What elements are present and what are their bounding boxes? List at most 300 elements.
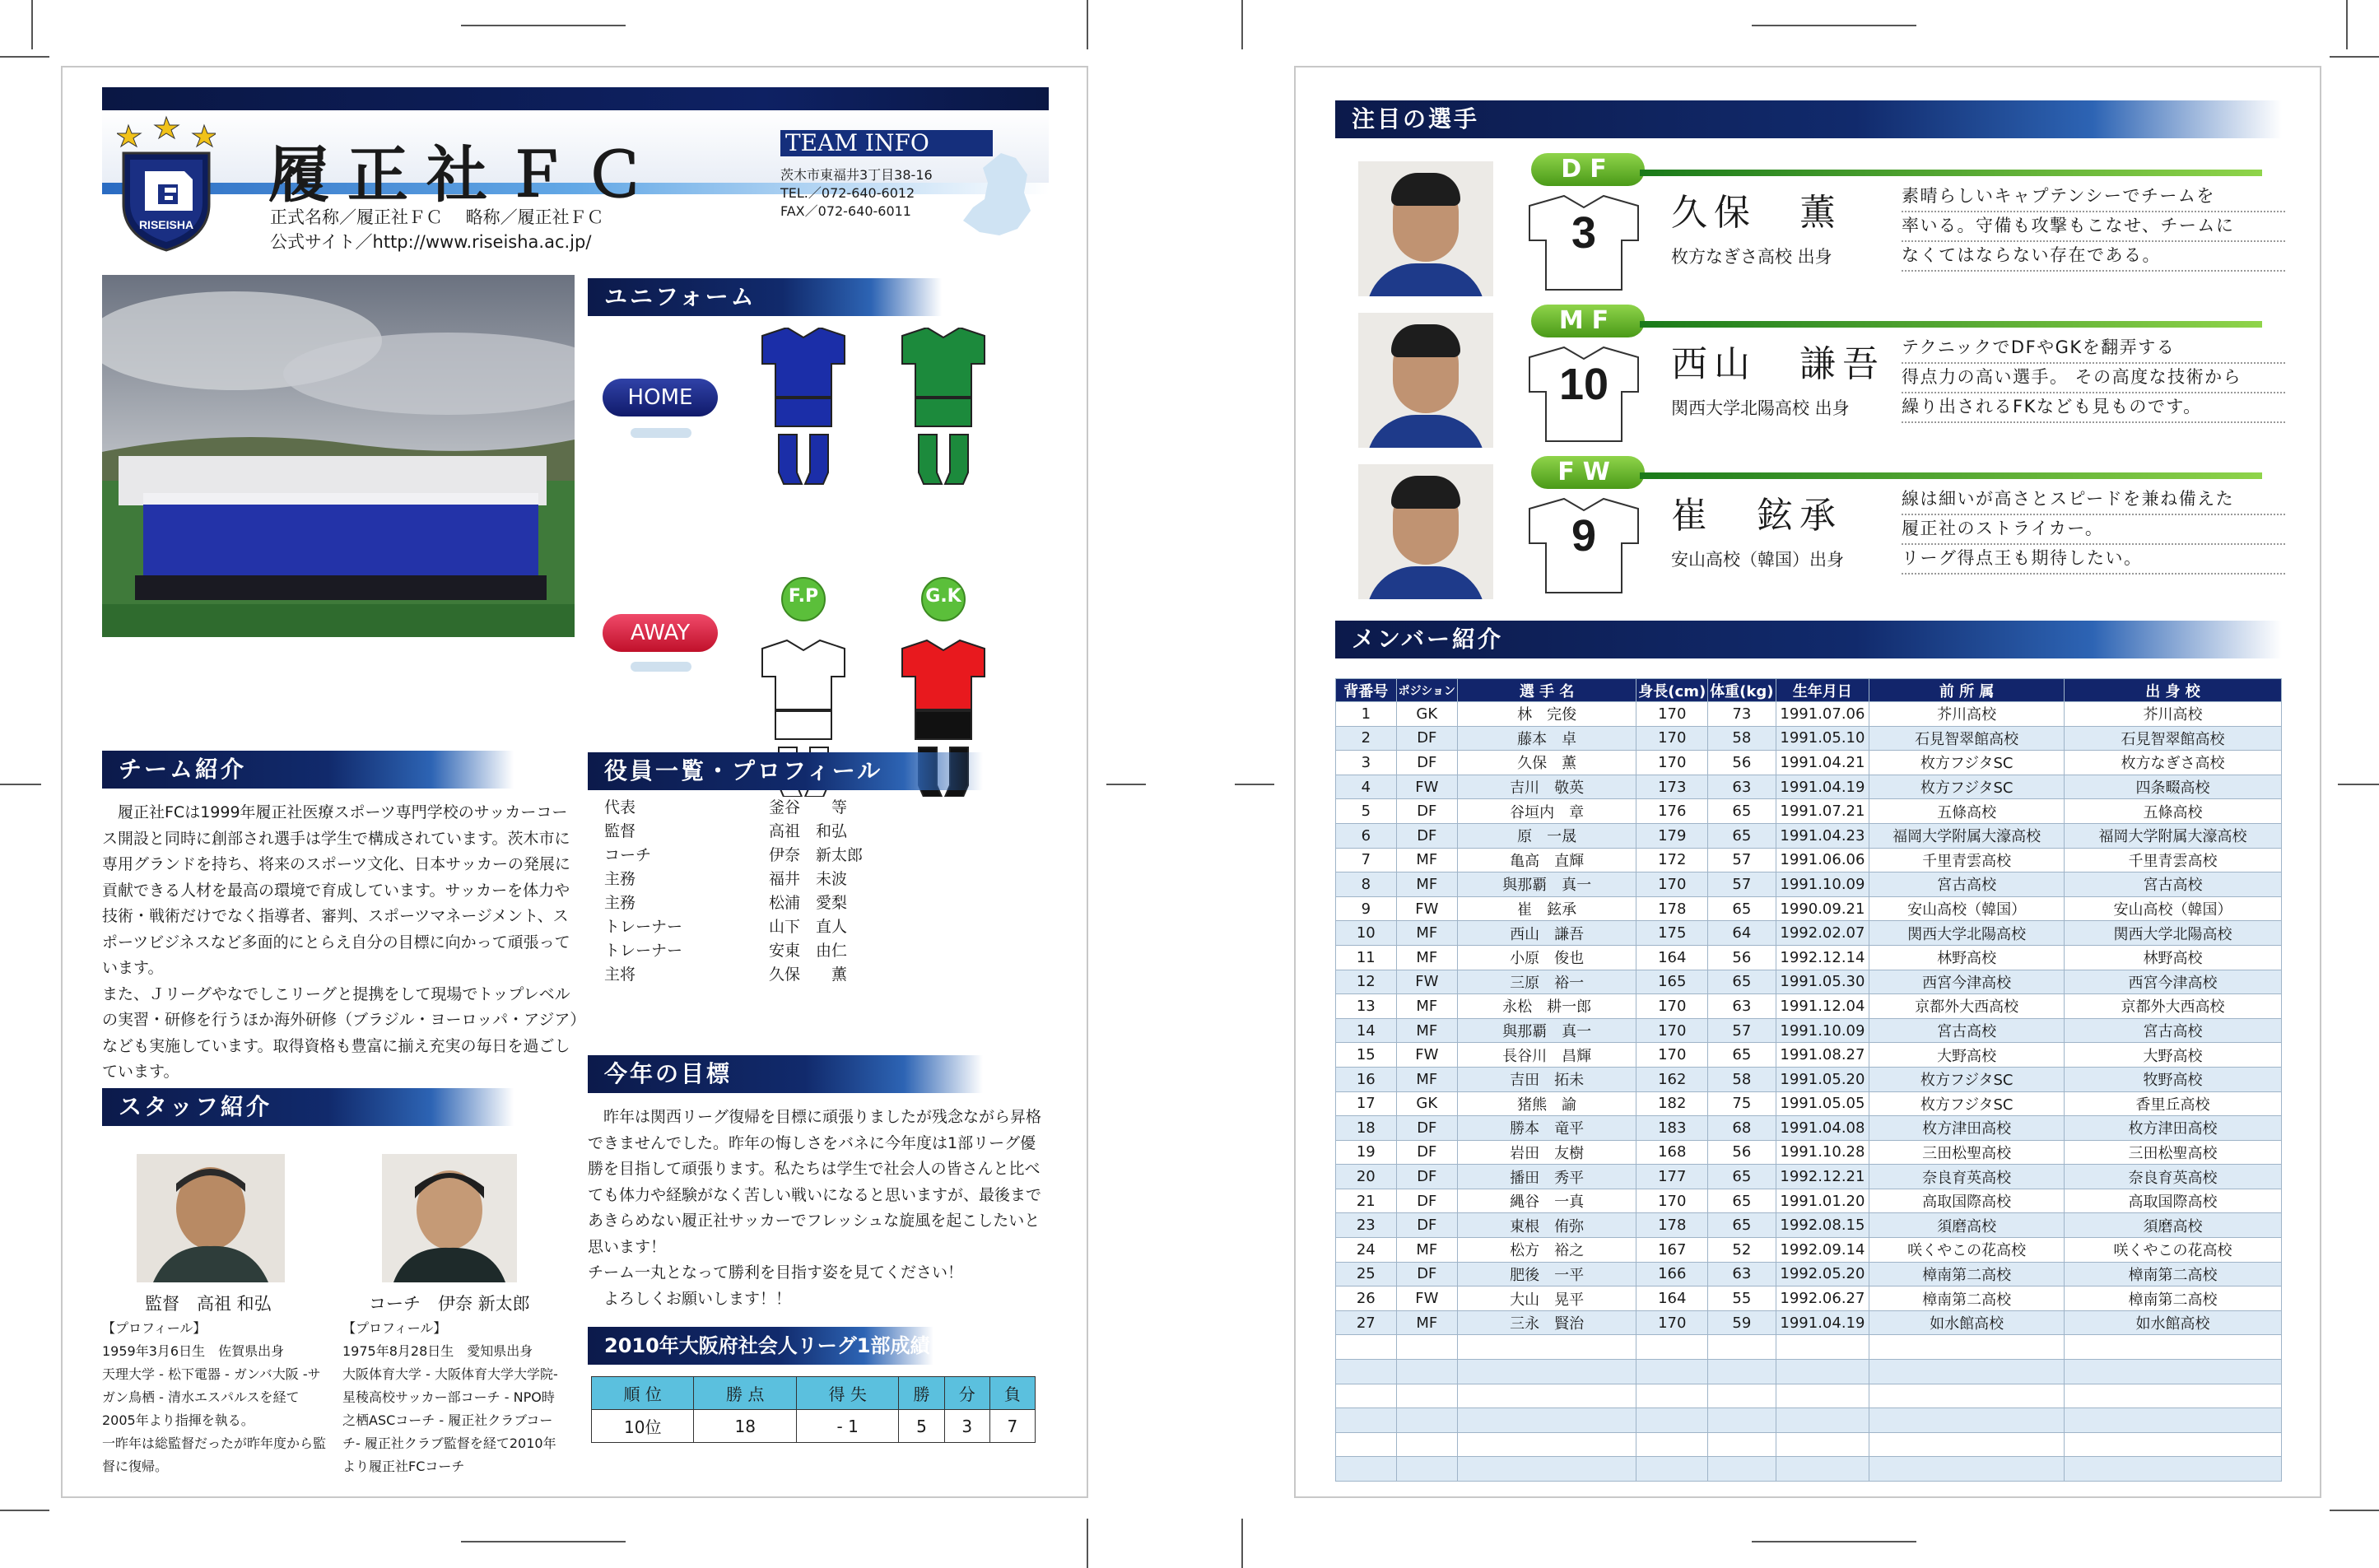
- member-cell: [1336, 1457, 1397, 1482]
- position-badge: DF: [1531, 153, 1645, 186]
- crop-mark: [2338, 784, 2379, 785]
- officer-role: トレーナー: [604, 942, 683, 960]
- member-cell: 原 一晟: [1457, 823, 1636, 848]
- member-cell: 縄谷 一真: [1457, 1189, 1636, 1213]
- member-cell: 23: [1336, 1213, 1397, 1238]
- member-cell: 21: [1336, 1189, 1397, 1213]
- member-cell: 谷垣内 章: [1457, 799, 1636, 824]
- section-uniform: ユニフォーム: [588, 278, 942, 316]
- member-cell: 24: [1336, 1238, 1397, 1263]
- member-cell: 63: [1708, 775, 1776, 799]
- member-cell: 石見智翠館高校: [2065, 726, 2282, 751]
- member-cell: 三永 賢治: [1457, 1310, 1636, 1335]
- member-col-header: 体重(kg): [1708, 679, 1776, 702]
- member-cell: 1991.04.19: [1776, 1310, 1869, 1335]
- featured-card: [1335, 306, 2282, 454]
- member-cell: 13: [1336, 994, 1397, 1019]
- member-cell: 164: [1636, 1287, 1708, 1311]
- member-cell: 安山高校（韓国）: [1869, 896, 2065, 921]
- member-cell: 25: [1336, 1262, 1397, 1287]
- member-row-empty: [1336, 1384, 2282, 1408]
- member-table: [1335, 678, 2282, 1482]
- member-cell: 170: [1636, 872, 1708, 897]
- member-cell: 52: [1708, 1238, 1776, 1263]
- member-row: [1336, 1287, 2282, 1311]
- member-cell: 176: [1636, 799, 1708, 824]
- member-cell: 56: [1708, 1140, 1776, 1165]
- member-row: [1336, 970, 2282, 994]
- member-cell: 170: [1636, 751, 1708, 775]
- member-cell: 68: [1708, 1116, 1776, 1141]
- member-cell: 須磨高校: [1869, 1213, 2065, 1238]
- member-cell: 西宮今津高校: [1869, 970, 2065, 994]
- coach-photo-ina: [382, 1154, 517, 1282]
- team-address: 茨木市東福井3丁目38-16: [780, 167, 933, 183]
- member-cell: 170: [1636, 702, 1708, 727]
- player-school: 関西大学北陽高校 出身: [1671, 398, 1850, 418]
- member-cell: 170: [1636, 726, 1708, 751]
- player-desc-line: 履正社のストライカー。: [1902, 515, 2285, 545]
- member-cell: 1992.09.14: [1776, 1238, 1869, 1263]
- member-row: [1336, 1165, 2282, 1189]
- result-points: 18: [694, 1410, 796, 1443]
- member-cell: 1992.12.14: [1776, 945, 1869, 970]
- officer-row: [604, 938, 966, 962]
- member-cell: [2065, 1457, 2282, 1482]
- member-cell: [2065, 1432, 2282, 1457]
- coach-photo-takaso: [137, 1154, 285, 1282]
- accent-line: [1640, 170, 2262, 176]
- officer-row: [604, 891, 966, 914]
- member-cell: 奈良育英高校: [2065, 1165, 2282, 1189]
- member-cell: FW: [1396, 896, 1457, 921]
- member-cell: [1396, 1335, 1457, 1360]
- member-col-header: ポジション: [1396, 679, 1457, 702]
- official-site-link[interactable]: 公式サイト／http://www.riseisha.ac.jp/: [270, 232, 592, 252]
- member-cell: 1992.06.27: [1776, 1287, 1869, 1311]
- member-cell: 高取国際高校: [2065, 1189, 2282, 1213]
- member-cell: 1991.10.28: [1776, 1140, 1869, 1165]
- member-cell: GK: [1396, 1091, 1457, 1116]
- team-intro-text: 履正社FCは1999年履正社医療スポーツ専門学校のサッカーコース開設と同時に創部され選手は学生で構成されています。茨木市に専用グランドを持ち、将来のスポーツ文化、日本サッカーの発展に貢献できる人材を最高の環境で育成しています。サッカーを体力や技術・戦術だけでなく指導者、審判、スポーツマネージメント、スポーツビジネスなど多面的にとらえ自分の目標に向かって頑張っています。 また、Ｊリーグやなでしこリーグと提携をして現場でトップレベルの実習・研修を行うほか海外研修（ブラジル・ヨーロッパ・アジア）なども実施しています。取得資格も豊富に揃え充実の毎日を過ごしています。: [102, 803, 578, 1081]
- member-row: [1336, 994, 2282, 1019]
- uniform-kits: [754, 328, 1017, 797]
- member-cell: 58: [1708, 1067, 1776, 1091]
- member-cell: MF: [1396, 1018, 1457, 1043]
- member-row-empty: [1336, 1335, 2282, 1360]
- member-cell: 65: [1708, 1165, 1776, 1189]
- member-cell: 三田松聖高校: [2065, 1140, 2282, 1165]
- club-name: 履正社ＦＣ: [268, 140, 663, 211]
- member-cell: 宮古高校: [2065, 872, 2282, 897]
- officer-role: 主将: [604, 965, 636, 984]
- member-cell: 173: [1636, 775, 1708, 799]
- crop-mark: [2330, 1510, 2379, 1511]
- member-cell: 16: [1336, 1067, 1397, 1091]
- crop-mark: [1087, 0, 1088, 49]
- member-cell: 吉川 敬英: [1457, 775, 1636, 799]
- member-cell: 178: [1636, 896, 1708, 921]
- team-photo: [102, 275, 575, 637]
- member-cell: 58: [1708, 726, 1776, 751]
- crop-mark: [1241, 0, 1243, 49]
- member-row: [1336, 823, 2282, 848]
- member-cell: [1708, 1408, 1776, 1433]
- member-cell: [1457, 1335, 1636, 1360]
- jersey-number: 9: [1571, 511, 1597, 561]
- player-desc-line: 得点力の高い選手。 その高度な技術から: [1902, 364, 2285, 393]
- member-cell: 枚方なぎさ高校: [2065, 751, 2282, 775]
- crop-mark: [461, 25, 626, 26]
- member-cell: [1708, 1457, 1776, 1482]
- member-row: [1336, 1067, 2282, 1091]
- member-cell: 65: [1708, 1213, 1776, 1238]
- player-name: 崔 鉉承: [1671, 495, 1842, 537]
- accent-line: [1640, 472, 2262, 479]
- result-header-draws: 分: [944, 1377, 989, 1410]
- member-row: [1336, 921, 2282, 946]
- player-desc: [1902, 486, 2285, 575]
- member-cell: 177: [1636, 1165, 1708, 1189]
- member-cell: [1636, 1384, 1708, 1408]
- member-row: [1336, 1116, 2282, 1141]
- member-cell: 1992.08.15: [1776, 1213, 1869, 1238]
- result-header-losses: 負: [989, 1377, 1035, 1410]
- away-label: AWAY: [603, 614, 718, 652]
- svg-text:RISEISHA: RISEISHA: [138, 218, 194, 231]
- member-cell: [1396, 1384, 1457, 1408]
- member-cell: MF: [1396, 848, 1457, 872]
- member-cell: [1708, 1384, 1776, 1408]
- officer-name: 伊奈 新太郎: [769, 846, 864, 864]
- officer-name: 高祖 和弘: [769, 822, 848, 840]
- member-cell: 須磨高校: [2065, 1213, 2282, 1238]
- player-desc: [1902, 334, 2285, 423]
- member-cell: 長谷川 昌輝: [1457, 1043, 1636, 1068]
- member-cell: 20: [1336, 1165, 1397, 1189]
- featured-card: [1335, 155, 2282, 303]
- section-staff-intro: スタッフ紹介: [102, 1088, 514, 1126]
- member-cell: 65: [1708, 896, 1776, 921]
- member-cell: FW: [1396, 775, 1457, 799]
- crop-mark: [2330, 56, 2379, 58]
- player-photo: [1358, 313, 1493, 448]
- staff-profile-takaso: 【プロフィール】 1959年3月6日生 佐賀県出身 天理大学 - 松下電器 - ガンバ大阪 -サガン鳥栖 - 清水エスパルスを経て2005年より指揮を執る。 一昨年は総監督だったが昨年度から監督に復帰。: [102, 1320, 327, 1474]
- member-cell: 166: [1636, 1262, 1708, 1287]
- member-cell: 8: [1336, 872, 1397, 897]
- member-cell: 64: [1708, 921, 1776, 946]
- member-cell: 4: [1336, 775, 1397, 799]
- member-cell: 14: [1336, 1018, 1397, 1043]
- member-cell: 千里青雲高校: [2065, 848, 2282, 872]
- member-cell: 関西大学北陽高校: [1869, 921, 2065, 946]
- member-cell: [1776, 1432, 1869, 1457]
- member-cell: [1776, 1360, 1869, 1384]
- member-cell: [1636, 1335, 1708, 1360]
- member-cell: 與那覇 真一: [1457, 1018, 1636, 1043]
- member-cell: DF: [1396, 751, 1457, 775]
- member-cell: 56: [1708, 751, 1776, 775]
- member-cell: 178: [1636, 1213, 1708, 1238]
- member-cell: 179: [1636, 823, 1708, 848]
- officer-row: [604, 914, 966, 938]
- member-cell: MF: [1396, 1238, 1457, 1263]
- officer-name: 釜谷 等: [769, 798, 848, 817]
- member-cell: [1636, 1457, 1708, 1482]
- officer-role: 監督: [604, 822, 636, 840]
- member-cell: 藤本 卓: [1457, 726, 1636, 751]
- section-team-intro: チーム紹介: [102, 751, 514, 789]
- member-cell: MF: [1396, 921, 1457, 946]
- member-col-header: 背番号: [1336, 679, 1397, 702]
- member-cell: 1991.04.08: [1776, 1116, 1869, 1141]
- member-cell: 1991.08.27: [1776, 1043, 1869, 1068]
- member-cell: DF: [1396, 823, 1457, 848]
- club-logo: [117, 114, 216, 254]
- player-desc-line: 繰り出されるFKなども見ものです。: [1902, 393, 2285, 423]
- player-name: 西山 謙吾: [1671, 343, 1885, 385]
- member-cell: 大野高校: [2065, 1043, 2282, 1068]
- member-cell: 高取国際高校: [1869, 1189, 2065, 1213]
- section-officers: 役員一覧・プロフィール: [588, 752, 983, 790]
- member-cell: [1776, 1335, 1869, 1360]
- officer-row: [604, 819, 966, 843]
- crop-mark: [0, 784, 41, 785]
- left-page: [61, 66, 1088, 1498]
- member-cell: 芥川高校: [1869, 702, 2065, 727]
- officer-row: [604, 962, 966, 986]
- member-row: [1336, 896, 2282, 921]
- crop-mark: [461, 1541, 626, 1542]
- member-cell: 75: [1708, 1091, 1776, 1116]
- member-cell: [1336, 1335, 1397, 1360]
- member-cell: 1: [1336, 702, 1397, 727]
- home-label: HOME: [603, 379, 718, 416]
- member-cell: 四条畷高校: [2065, 775, 2282, 799]
- member-row-empty: [1336, 1360, 2282, 1384]
- member-col-header: 出 身 校: [2065, 679, 2282, 702]
- member-cell: [1457, 1457, 1636, 1482]
- member-cell: 1992.12.21: [1776, 1165, 1869, 1189]
- member-cell: 27: [1336, 1310, 1397, 1335]
- officer-name: 安東 由仁: [769, 942, 848, 960]
- member-cell: 如水館高校: [1869, 1310, 2065, 1335]
- gk-label: G.K: [925, 586, 961, 607]
- member-row: [1336, 726, 2282, 751]
- member-row: [1336, 872, 2282, 897]
- member-cell: [2065, 1408, 2282, 1433]
- member-row: [1336, 1043, 2282, 1068]
- player-desc-line: 率いる。守備も攻撃もこなせ、チームに: [1902, 212, 2285, 242]
- member-cell: 林野高校: [2065, 945, 2282, 970]
- officer-name: 福井 未波: [769, 870, 848, 888]
- player-photo: [1358, 161, 1493, 296]
- member-cell: 1991.01.20: [1776, 1189, 1869, 1213]
- member-cell: 京都外大西高校: [2065, 994, 2282, 1019]
- member-col-header: 生年月日: [1776, 679, 1869, 702]
- officer-role: 主務: [604, 894, 636, 912]
- section-members: メンバー紹介: [1335, 621, 2282, 658]
- team-tel: TEL.／072-640-6012: [780, 185, 915, 201]
- fp-label: F.P: [788, 586, 819, 607]
- crop-mark: [0, 56, 49, 58]
- member-cell: 7: [1336, 848, 1397, 872]
- member-cell: DF: [1396, 1165, 1457, 1189]
- member-cell: DF: [1396, 1116, 1457, 1141]
- member-cell: [1708, 1335, 1776, 1360]
- member-cell: 東根 侑弥: [1457, 1213, 1636, 1238]
- result-header-wins: 勝: [899, 1377, 944, 1410]
- member-cell: 岩田 友樹: [1457, 1140, 1636, 1165]
- member-cell: 吉田 拓未: [1457, 1067, 1636, 1091]
- member-row: [1336, 1018, 2282, 1043]
- member-row: [1336, 1238, 2282, 1263]
- member-cell: 福岡大学附属大濠高校: [1869, 823, 2065, 848]
- member-cell: [1457, 1360, 1636, 1384]
- member-cell: 大山 晃平: [1457, 1287, 1636, 1311]
- jersey-number: 3: [1571, 208, 1597, 258]
- member-cell: 2: [1336, 726, 1397, 751]
- member-row: [1336, 702, 2282, 727]
- member-cell: [1396, 1408, 1457, 1433]
- member-cell: 65: [1708, 1189, 1776, 1213]
- member-cell: MF: [1396, 994, 1457, 1019]
- player-school: 安山高校（韓国）出身: [1671, 550, 1844, 570]
- member-row: [1336, 1091, 2282, 1116]
- player-desc-line: 素晴らしいキャプテンシーでチームを: [1902, 183, 2285, 212]
- officer-row: [604, 843, 966, 867]
- member-cell: 170: [1636, 994, 1708, 1019]
- member-cell: 65: [1708, 970, 1776, 994]
- member-col-header: 選 手 名: [1457, 679, 1636, 702]
- officer-name: 山下 直人: [769, 918, 848, 936]
- member-cell: 57: [1708, 872, 1776, 897]
- member-cell: [2065, 1335, 2282, 1360]
- member-cell: MF: [1396, 1067, 1457, 1091]
- member-cell: 咲くやこの花高校: [1869, 1238, 2065, 1263]
- member-cell: 猪熊 諭: [1457, 1091, 1636, 1116]
- member-cell: MF: [1396, 1310, 1457, 1335]
- member-cell: 55: [1708, 1287, 1776, 1311]
- member-cell: [1336, 1408, 1397, 1433]
- officer-row: [604, 795, 966, 819]
- member-cell: 小原 俊也: [1457, 945, 1636, 970]
- staff-profile-ina: 【プロフィール】 1975年8月28日生 愛知県出身 大阪体育大学 - 大阪体育大学大学院- 星稜高校サッカー部コーチ - NPO時之栖ASCコーチ - 履正社クラブコーチ- 履正社クラブ監督を経て2010年より履正社FCコーチ: [342, 1320, 558, 1474]
- member-cell: [1776, 1384, 1869, 1408]
- member-cell: 京都外大西高校: [1869, 994, 2065, 1019]
- member-cell: [1457, 1384, 1636, 1408]
- member-cell: 枚方フジタSC: [1869, 1091, 2065, 1116]
- member-cell: [1708, 1432, 1776, 1457]
- member-cell: 168: [1636, 1140, 1708, 1165]
- section-goal: 今年の目標: [588, 1055, 983, 1093]
- member-cell: [1869, 1408, 2065, 1433]
- crop-mark: [1235, 784, 1274, 785]
- member-col-header: 前 所 属: [1869, 679, 2065, 702]
- member-cell: [1869, 1432, 2065, 1457]
- member-cell: 57: [1708, 848, 1776, 872]
- member-cell: 播田 秀平: [1457, 1165, 1636, 1189]
- officer-role: トレーナー: [604, 918, 683, 936]
- member-cell: 枚方津田高校: [2065, 1116, 2282, 1141]
- member-cell: 1991.04.23: [1776, 823, 1869, 848]
- member-cell: [1869, 1360, 2065, 1384]
- officer-row: [604, 867, 966, 891]
- member-cell: [1708, 1360, 1776, 1384]
- player-photo: [1358, 464, 1493, 599]
- member-cell: 勝本 竜平: [1457, 1116, 1636, 1141]
- member-row-empty: [1336, 1408, 2282, 1433]
- result-header-points: 勝 点: [694, 1377, 796, 1410]
- featured-card: [1335, 458, 2282, 606]
- member-cell: 枚方フジタSC: [1869, 775, 2065, 799]
- member-row: [1336, 775, 2282, 799]
- member-cell: 松方 裕之: [1457, 1238, 1636, 1263]
- player-desc: [1902, 183, 2285, 272]
- result-goal-diff: - 1: [796, 1410, 898, 1443]
- officer-name: 久保 薫: [769, 965, 848, 984]
- result-header-goal-diff: 得 失: [796, 1377, 898, 1410]
- member-cell: 千里青雲高校: [1869, 848, 2065, 872]
- accent-line: [1640, 321, 2262, 328]
- member-cell: 56: [1708, 945, 1776, 970]
- member-row-empty: [1336, 1432, 2282, 1457]
- member-cell: 73: [1708, 702, 1776, 727]
- header-top-bar: [102, 87, 1049, 110]
- member-cell: 崔 鉉承: [1457, 896, 1636, 921]
- member-row: [1336, 751, 2282, 775]
- officers-list: [604, 795, 966, 986]
- officer-role: 代表: [604, 798, 636, 817]
- member-cell: 咲くやこの花高校: [2065, 1238, 2282, 1263]
- member-cell: 59: [1708, 1310, 1776, 1335]
- result-rank: 10位: [592, 1410, 694, 1443]
- member-cell: 1991.07.06: [1776, 702, 1869, 727]
- member-cell: 芥川高校: [2065, 702, 2282, 727]
- member-cell: 樟南第二高校: [2065, 1287, 2282, 1311]
- member-cell: 與那覇 真一: [1457, 872, 1636, 897]
- member-row: [1336, 799, 2282, 824]
- member-cell: [1636, 1408, 1708, 1433]
- member-cell: 11: [1336, 945, 1397, 970]
- member-cell: 63: [1708, 994, 1776, 1019]
- result-losses: 7: [989, 1410, 1035, 1443]
- result-header-rank: 順 位: [592, 1377, 694, 1410]
- player-desc-line: テクニックでDFやGKを翻弄する: [1902, 334, 2285, 364]
- member-cell: [1636, 1360, 1708, 1384]
- member-cell: 17: [1336, 1091, 1397, 1116]
- member-row: [1336, 945, 2282, 970]
- member-cell: [1336, 1360, 1397, 1384]
- officer-role: 主務: [604, 870, 636, 888]
- member-col-header: 身長(cm): [1636, 679, 1708, 702]
- member-cell: 三田松聖高校: [1869, 1140, 2065, 1165]
- home-gk-kit: [902, 328, 985, 484]
- member-row: [1336, 1189, 2282, 1213]
- member-cell: 西山 謙吾: [1457, 921, 1636, 946]
- member-cell: 石見智翠館高校: [1869, 726, 2065, 751]
- member-cell: DF: [1396, 1213, 1457, 1238]
- home-fp-kit: [762, 328, 845, 484]
- position-badge: FW: [1531, 456, 1645, 489]
- osaka-map-icon: [960, 150, 1034, 240]
- member-cell: 167: [1636, 1238, 1708, 1263]
- member-cell: 三原 裕一: [1457, 970, 1636, 994]
- member-cell: 1991.06.06: [1776, 848, 1869, 872]
- player-school: 枚方なぎさ高校 出身: [1671, 247, 1832, 267]
- crop-mark: [1752, 1541, 1916, 1542]
- member-cell: 林 完俊: [1457, 702, 1636, 727]
